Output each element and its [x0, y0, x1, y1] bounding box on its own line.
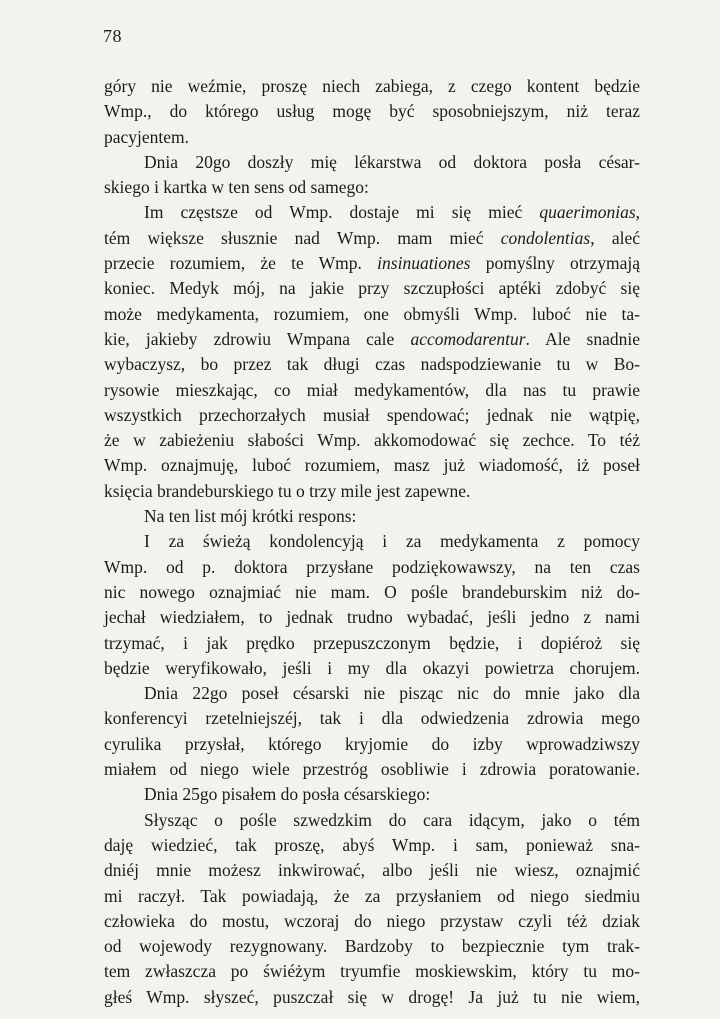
text-line: Dnia 20go doszły mię lékarstwa od doktora posła césar-: [144, 151, 640, 172]
text-line: skiego i kartka w ten sens od samego:: [104, 177, 369, 198]
text-line: przecie rozumiem, że te Wmp. insinuationes pomyślny otrzymają: [104, 253, 640, 274]
text-line: Na ten list mój krótki respons:: [144, 506, 357, 527]
text-line: koniec. Medyk mój, na jakie przy szczupłości aptéki zdobyć się: [104, 278, 640, 299]
text-line: jechał wiedziałem, to jednak trudno wybadać, jeśli jedno z nami: [104, 607, 640, 628]
text-line: mi raczył. Tak powiadają, że za przysłaniem od niego siedmiu: [104, 885, 640, 906]
page-number: 78: [103, 26, 122, 46]
text-line: Wmp. od p. doktora przysłane podziękowawszy, na ten czas: [104, 556, 640, 577]
text-line: będzie weryfikowało, jeśli i my dla okazyi powietrza chorujem.: [104, 657, 640, 678]
text-line: Dnia 22go poseł césarski nie pisząc nic do mnie jako dla: [144, 683, 640, 704]
text-line: kie, jakieby zdrowiu Wmpana cale accomodarentur. Ale snadnie: [104, 328, 640, 349]
text-line: nic nowego oznajmiać nie mam. O pośle brandeburskim niż do-: [104, 581, 640, 602]
text-line: Dnia 25go pisałem do posła césarskiego:: [144, 784, 431, 805]
text-line: głeś Wmp. słyszeć, puszczał się w drogę! Ja już tu nie wiem,: [104, 986, 640, 1007]
text-line: trzymać, i jak prędko przepuszczonym będzie, i dopiéroż się: [104, 632, 640, 653]
text-line: rysowie mieszkając, co miał medykamentów, dla nas tu prawie: [104, 379, 640, 400]
text-line: miałem od niego wiele przestróg osobliwie i zdrowia poratowanie.: [104, 759, 640, 780]
text-line: Im częstsze od Wmp. dostaje mi się mieć quaerimonias,: [144, 202, 640, 223]
text-line: księcia brandeburskiego tu o trzy mile jest zapewne.: [104, 480, 471, 501]
text-line: Wmp. oznajmuję, luboć rozumiem, masz już wiadomość, iż poseł: [104, 455, 640, 476]
text-line: Wmp., do którego usług mogę być sposobniejszym, niż teraz: [104, 101, 640, 122]
text-line: cyrulika przysłał, którego kryjomie do izby wprowadziwszy: [104, 733, 640, 754]
text-line: wszystkich przechorzałych musiał spendować; jednak nie wątpię,: [104, 404, 640, 425]
text-line: wybaczysz, bo przez tak długi czas nadspodziewanie tu w Bo-: [104, 354, 640, 375]
text-line: Słysząc o pośle szwedzkim do cara idącym, jako o tém: [144, 809, 640, 830]
body-text: [104, 74, 640, 1010]
text-line: może medykamenta, rozumiem, one obmyśli Wmp. luboć nie ta-: [104, 303, 640, 324]
text-line: dniéj mnie możesz inkwirować, albo jeśli nie wiesz, oznajmić: [104, 860, 640, 881]
text-line: tém większe słusznie nad Wmp. mam mieć condolentias, aleć: [104, 227, 640, 248]
text-line: człowieka do mostu, wczoraj do niego przystaw czyli téż dziak: [104, 910, 640, 931]
text-line: tem zwłaszcza po świéżym tryumfie moskiewskim, który tu mo-: [104, 961, 640, 982]
text-line: I za świeżą kondolencyją i za medykamenta z pomocy: [144, 531, 640, 552]
text-line: pacyjentem.: [104, 126, 190, 147]
text-line: góry nie weźmie, proszę niech zabiega, z czego kontent będzie: [104, 76, 640, 96]
text-line: konferencyi rzetelniejszéj, tak i dla odwiedzenia zdrowia mego: [104, 708, 640, 729]
text-line: daję wiedzieć, tak proszę, abyś Wmp. i sam, ponieważ sna-: [104, 834, 640, 855]
text-line: od wojewody rezygnowany. Bardzoby to bezpiecznie tym trak-: [104, 936, 640, 957]
text-line: że w zabieżeniu słabości Wmp. akkomodować się zechce. To téż: [104, 430, 640, 451]
